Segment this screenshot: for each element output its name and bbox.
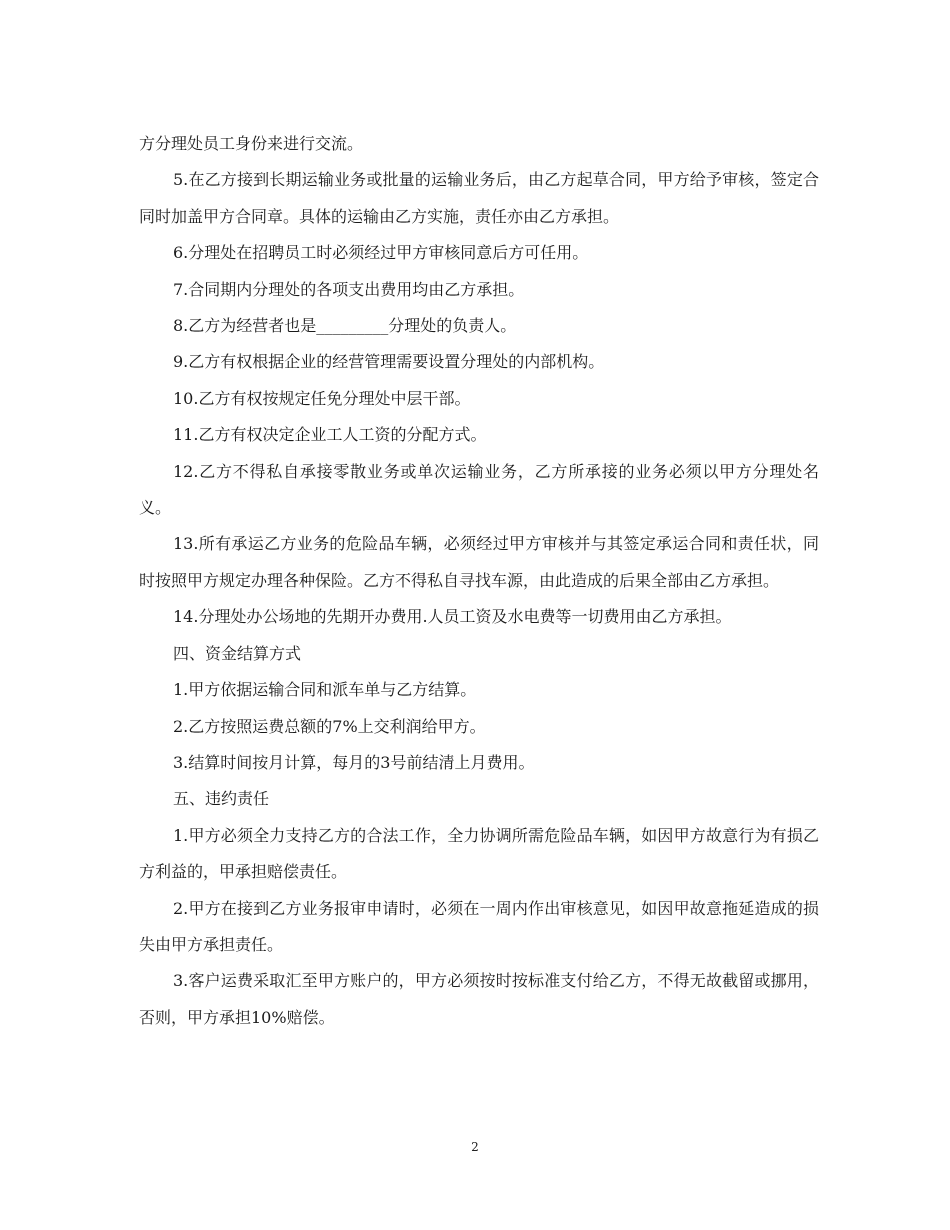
settlement-clause-3: 3.结算时间按月计算，每月的3号前结清上月费用。 [173, 752, 535, 772]
liability-clause-3: 3.客户运费采取汇至甲方账户的，甲方必须按时按标准支付给乙方，不得无故截留或挪用，否则，甲方承担10%赔偿。 [139, 971, 819, 1027]
clause-5: 5.在乙方接到长期运输业务或批量的运输业务后，由乙方起草合同，甲方给予审核，签定合同时加盖甲方合同章。具体的运输由乙方实施，责任亦由乙方承担。 [139, 170, 819, 226]
paragraph-continuation: 方分理处员工身份来进行交流。 [139, 134, 364, 153]
settlement-clause-1: 1.甲方依据运输合同和派车单与乙方结算。 [173, 680, 477, 700]
clause-14: 14.分理处办公场地的先期开办费用.人员工资及水电费等一切费用由乙方承担。 [173, 607, 732, 627]
clause-12: 12.乙方不得私自承接零散业务或单次运输业务，乙方所承接的业务必须以甲方分理处名义。 [139, 461, 819, 518]
settlement-clause-2: 2.乙方按照运费总额的7%上交利润给甲方。 [173, 716, 486, 736]
liability-clause-2: 2.甲方在接到乙方业务报审申请时，必须在一周内作出审核意见，如因甲故意拖延造成的损失由甲方承担责任。 [139, 898, 819, 954]
clause-7: 7.合同期内分理处的各项支出费用均由乙方承担。 [173, 279, 525, 299]
clause-11: 11.乙方有权决定企业工人工资的分配方式。 [173, 425, 487, 445]
clause-9: 9.乙方有权根据企业的经营管理需要设置分理处的内部机构。 [173, 352, 605, 372]
section-heading-settlement: 四、资金结算方式 [173, 643, 302, 663]
page-number: 2 [471, 1140, 479, 1154]
clause-13: 13.所有承运乙方业务的危险品车辆，必须经过甲方审核并与其签定承运合同和责任状，同时按照甲方规定办理各种保险。乙方不得私自寻找车源，由此造成的后果全部由乙方承担。 [139, 534, 819, 590]
document-body [139, 126, 819, 1036]
section-heading-liability: 五、违约责任 [173, 789, 270, 809]
clause-10: 10.乙方有权按规定任免分理处中层干部。 [173, 388, 471, 408]
clause-6: 6.分理处在招聘员工时必须经过甲方审核同意后方可任用。 [173, 243, 589, 263]
clause-8: 8.乙方为经营者也是_________分理处的负责人。 [173, 316, 517, 336]
liability-clause-1: 1.甲方必须全力支持乙方的合法工作，全力协调所需危险品车辆，如因甲方故意行为有损乙方利益的，甲承担赔偿责任。 [139, 825, 819, 882]
